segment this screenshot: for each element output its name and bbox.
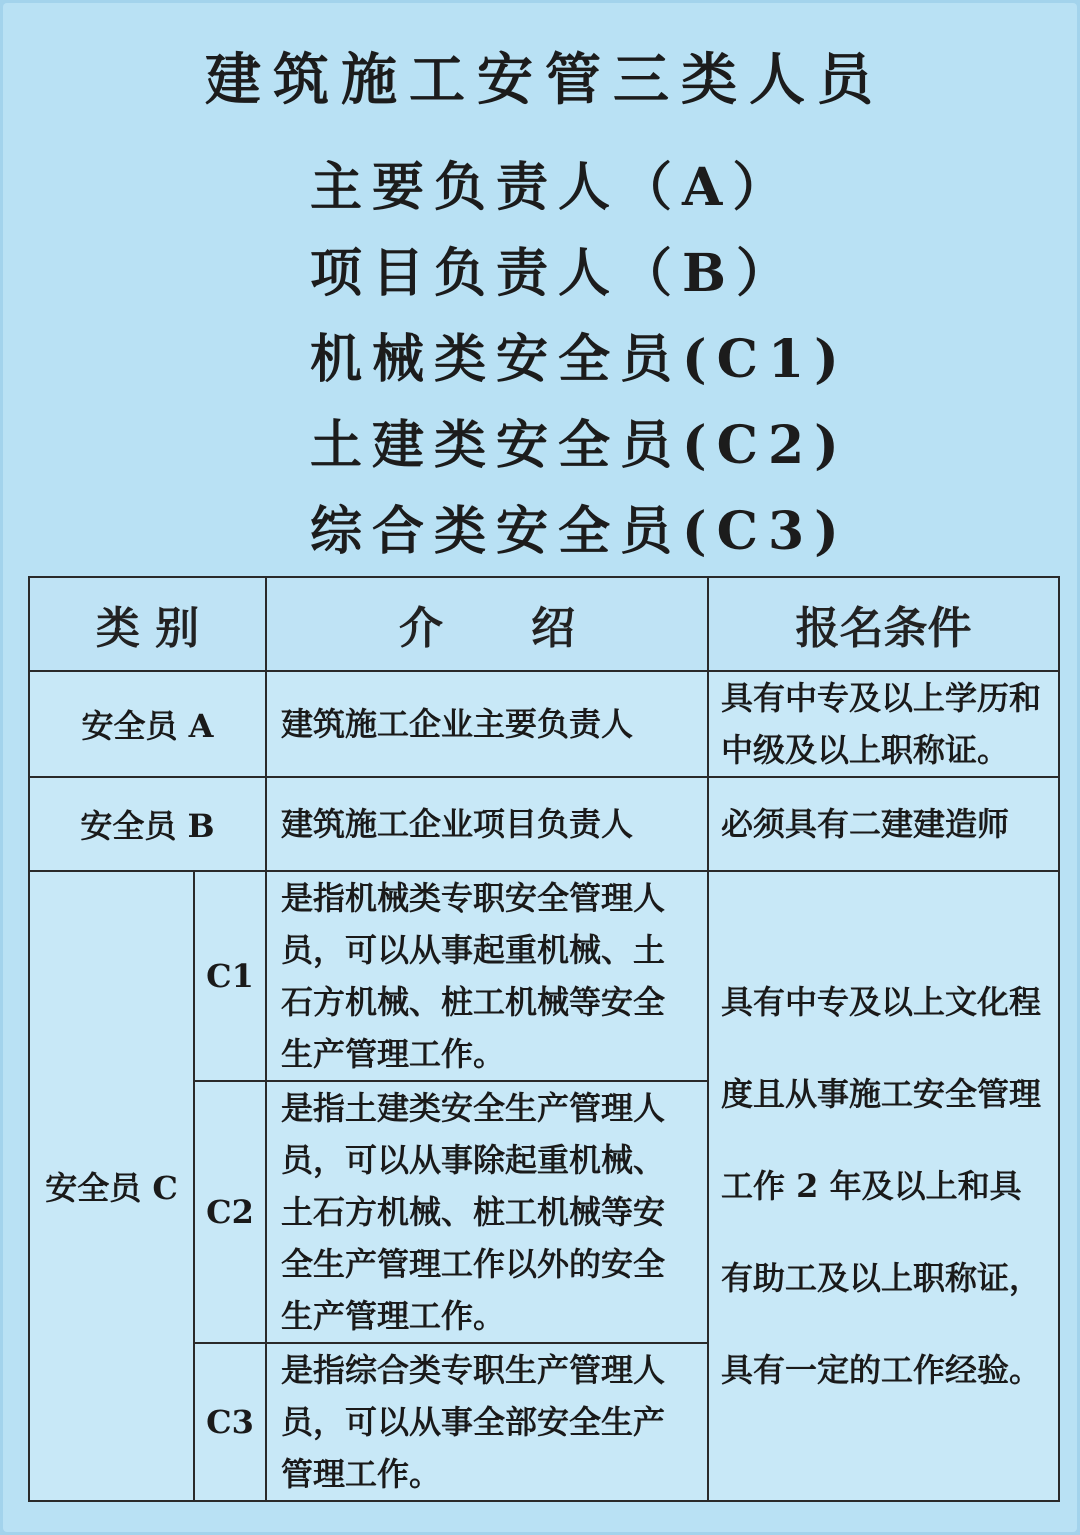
header-intro: 介 绍 <box>266 577 708 671</box>
role-item-c2: 土建类安全员(C2) <box>310 415 849 476</box>
intro-c1: 是指机械类专职安全管理人员，可以从事起重机械、土石方机械、桩工机械等安全生产管理工作。 <box>266 871 708 1081</box>
category-a: 安全员 A <box>29 671 266 777</box>
page-title: 建筑施工安管三类人员 <box>205 47 885 113</box>
role-item-b: 项目负责人（B） <box>310 243 798 304</box>
role-list <box>310 145 849 575</box>
intro-c2: 是指土建类安全生产管理人员，可以从事除起重机械、土石方机械、桩工机械等安全生产管理工作以外的安全生产管理工作。 <box>266 1081 708 1343</box>
header-requirements: 报名条件 <box>708 577 1059 671</box>
table-row-c1 <box>29 871 1059 1081</box>
table-header-row <box>29 577 1059 671</box>
sub-code-c3: C3 <box>194 1343 266 1501</box>
sub-code-c2: C2 <box>194 1081 266 1343</box>
intro-a: 建筑施工企业主要负责人 <box>266 671 708 777</box>
personnel-table <box>28 576 1060 1502</box>
table-row-b <box>29 777 1059 871</box>
requirements-b: 必须具有二建建造师 <box>708 777 1059 871</box>
header-category: 类 别 <box>29 577 266 671</box>
sub-code-c1: C1 <box>194 871 266 1081</box>
role-item-c3: 综合类安全员(C3) <box>310 501 849 562</box>
requirements-a: 具有中专及以上学历和中级及以上职称证。 <box>708 671 1059 777</box>
intro-b: 建筑施工企业项目负责人 <box>266 777 708 871</box>
role-item-c1: 机械类安全员(C1) <box>310 329 849 390</box>
table-row-a <box>29 671 1059 777</box>
category-c: 安全员 C <box>29 871 194 1501</box>
category-b: 安全员 B <box>29 777 266 871</box>
intro-c3: 是指综合类专职生产管理人员，可以从事全部安全生产管理工作。 <box>266 1343 708 1501</box>
role-item-a: 主要负责人（A） <box>310 157 795 218</box>
requirements-c: 具有中专及以上文化程度且从事施工安全管理工作 2 年及以上和具有助工及以上职称证，具有一定的工作经验。 <box>708 871 1059 1501</box>
